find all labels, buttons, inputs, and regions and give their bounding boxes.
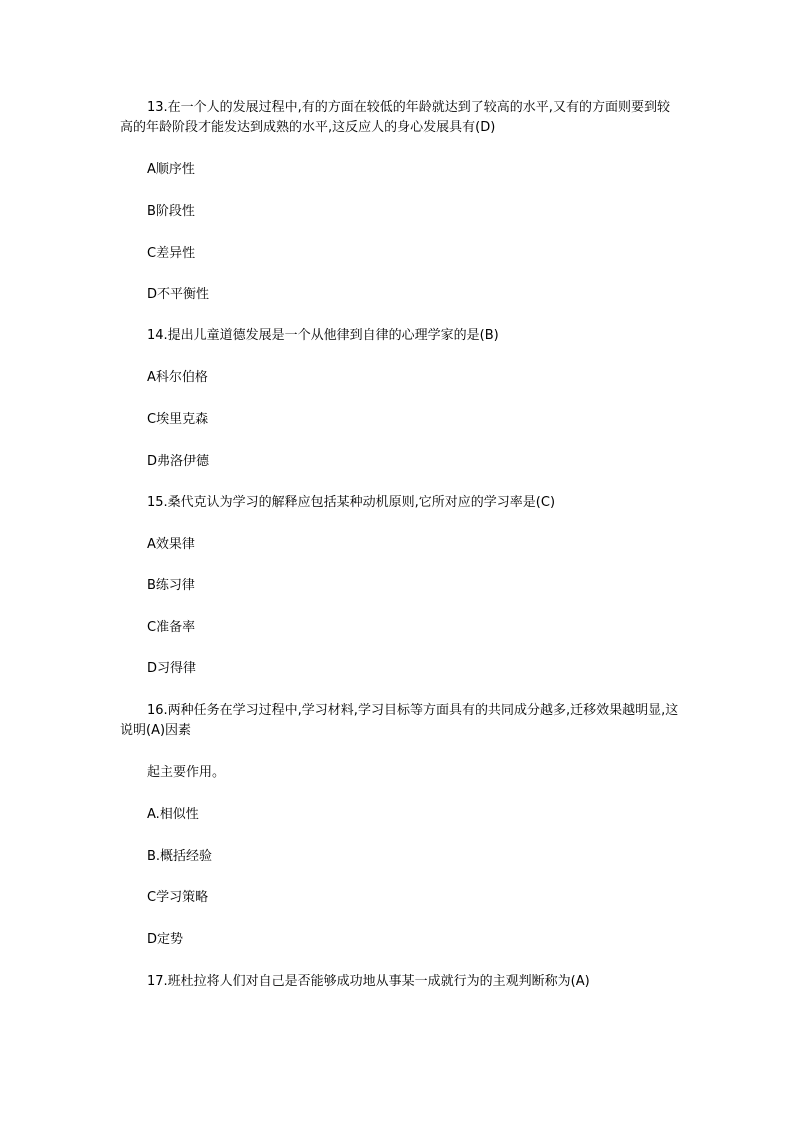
question-14-option-d: D弗洛伊德 [147, 454, 210, 469]
question-16-stem: 16.两种任务在学习过程中,学习材料,学习目标等方面具有的共同成分越多,迁移效果越明显,这说明(A)因素 [120, 703, 679, 738]
question-14-stem: 14.提出儿童道德发展是一个从他律到自律的心理学家的是(B) [147, 328, 499, 343]
question-16-option-b: B.概括经验 [147, 849, 213, 864]
question-17-stem: 17.班杜拉将人们对自己是否能够成功地从事某一成就行为的主观判断称为(A) [147, 974, 590, 989]
question-16-option-c: C学习策略 [147, 890, 209, 905]
question-13-option-c: C差异性 [147, 246, 196, 261]
question-16-option-a: A.相似性 [147, 807, 199, 822]
question-16-continuation: 起主要作用。 [147, 765, 226, 780]
question-13-stem: 13.在一个人的发展过程中,有的方面在较低的年龄就达到了较高的水平,又有的方面则要到较高的年龄阶段才能发达到成熟的水平,这反应人的身心发展具有(D) [120, 100, 670, 135]
question-14-option-c: C埃里克森 [147, 412, 209, 427]
question-14-option-a: A科尔伯格 [147, 370, 208, 385]
question-15-option-d: D习得律 [147, 661, 197, 676]
question-15-option-a: A效果律 [147, 537, 195, 552]
question-13-option-d: D不平衡性 [147, 287, 210, 302]
question-13-option-b: B阶段性 [147, 204, 195, 219]
question-15-stem: 15.桑代克认为学习的解释应包括某种动机原则,它所对应的学习率是(C) [147, 495, 556, 510]
question-15-option-b: B练习律 [147, 578, 195, 593]
question-13-option-a: A顺序性 [147, 162, 195, 177]
question-15-option-c: C准备率 [147, 620, 196, 635]
question-16-option-d: D定势 [147, 932, 184, 947]
